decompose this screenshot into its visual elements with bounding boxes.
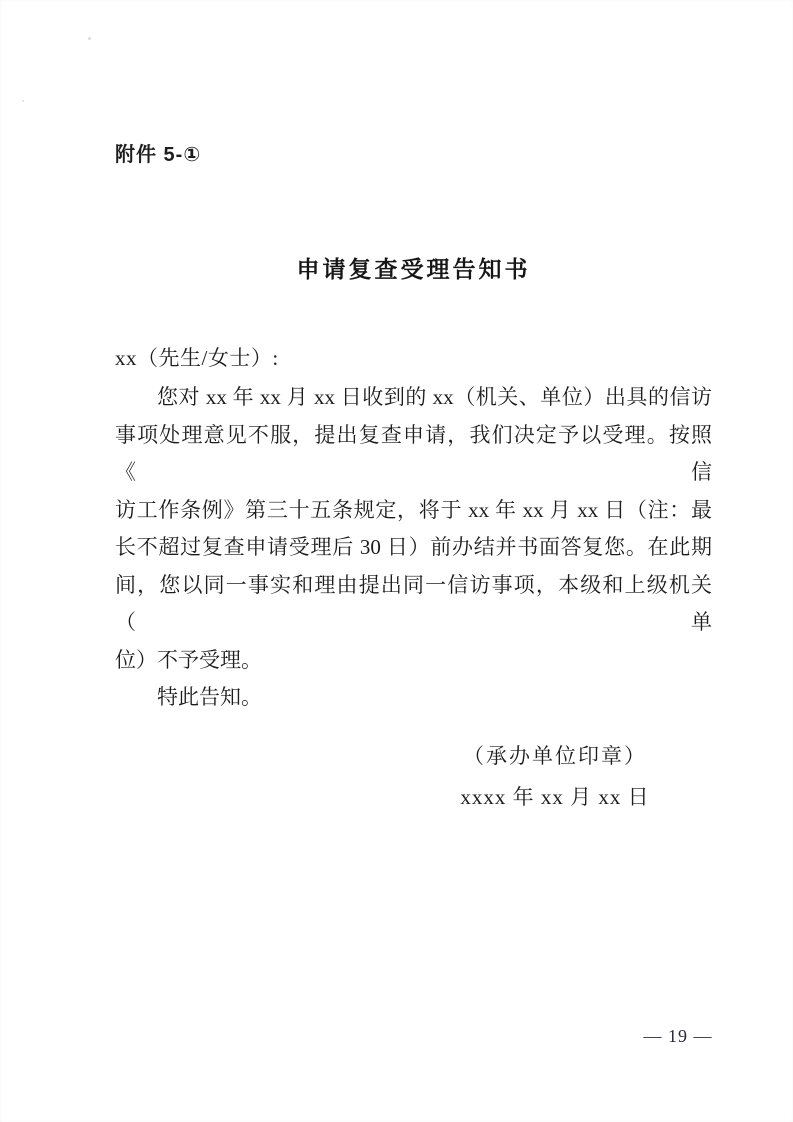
stamp-placeholder-line: （承办单位印章） [463,744,647,768]
body-line-6: 位）不予受理。 [115,647,262,672]
body-line-1: 您对 xx 年 xx 月 xx 日收到的 xx（机关、单位）出具的信访 [157,385,712,409]
body-line-3: 访工作条例》第三十五条规定，将于 xx 年 xx 月 xx 日（注：最 [115,497,712,522]
date-line: xxxx 年 xx 月 xx 日 [460,785,650,809]
scan-artifact [22,100,24,102]
document-title: 申请复查受理告知书 [296,256,531,282]
attachment-label: 附件 5-① [115,144,202,166]
body-paragraph [115,379,712,717]
closing-line: 特此告知。 [157,685,262,709]
body-line-5: 间，您以同一事实和理由提出同一信访事项，本级和上级机关（单 [115,572,712,634]
scan-artifact [88,37,91,40]
signature-block [410,736,700,818]
salutation-line: xx（先生/女士）: [115,346,279,370]
body-line-2: 事项处理意见不服，提出复查申请，我们决定予以受理。按照《信 [115,422,712,484]
body-line-4: 长不超过复查申请受理后 30 日）前办结并书面答复您。在此期 [115,535,712,559]
page-number: — 19 — [643,1026,713,1046]
